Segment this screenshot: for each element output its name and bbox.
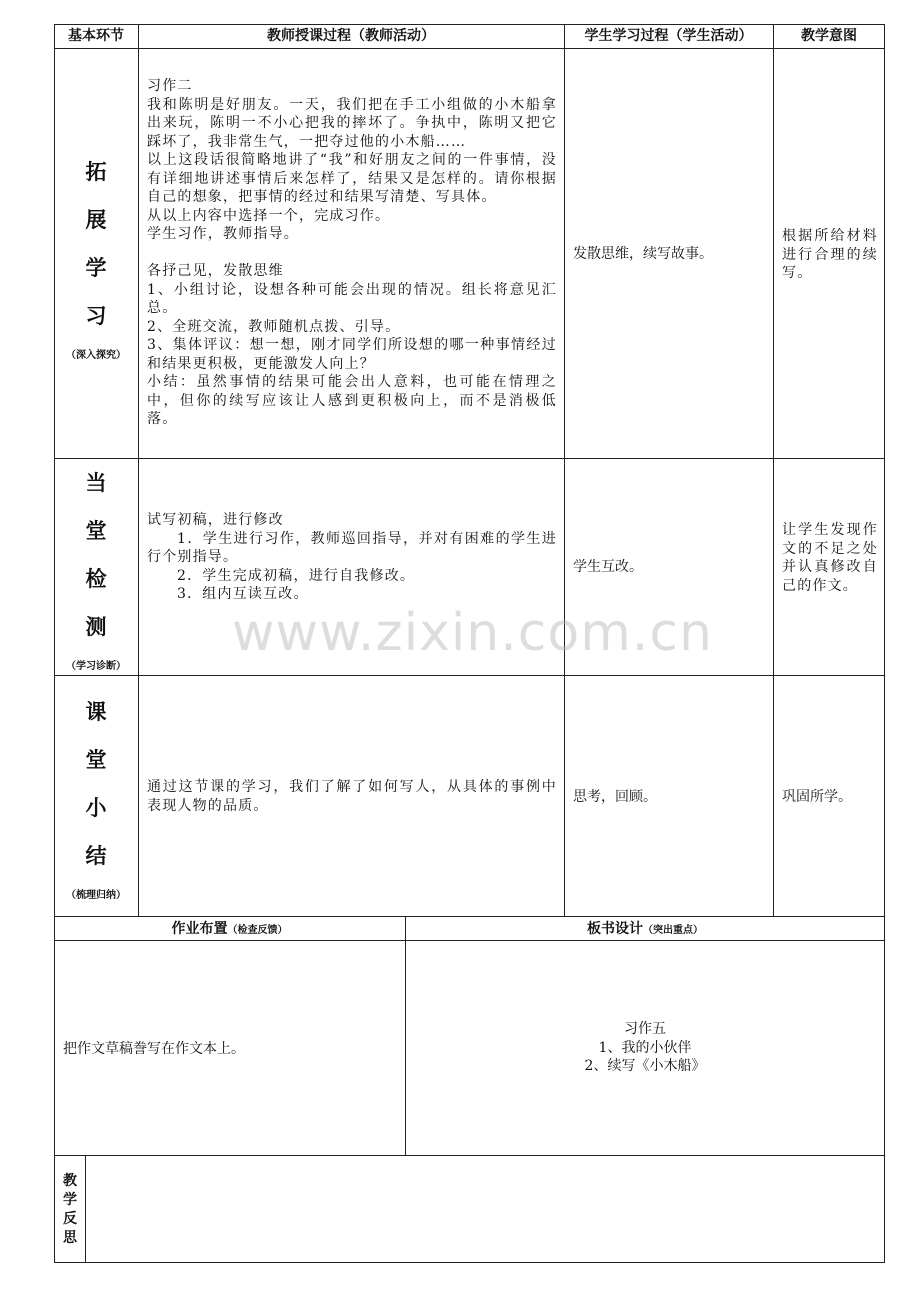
text-line: 从以上内容中选择一个，完成习作。: [147, 207, 391, 224]
homework-content: 把作文草稿誊写在作文本上。: [63, 1041, 245, 1057]
text-line: 各抒己见，发散思维: [147, 263, 284, 279]
reflection-char: 学: [63, 1192, 77, 1208]
watermark-text: www.zixin.com.cn: [232, 603, 713, 663]
rule: [54, 940, 885, 941]
text-line: 习作二: [147, 78, 193, 94]
stage-char: 学: [85, 256, 107, 280]
student-activity-text: 思考，回顾。: [573, 789, 657, 805]
reflection-area[interactable]: [86, 1156, 884, 1262]
header-intent: 教学意图: [801, 28, 857, 44]
header-stage: 基本环节: [68, 28, 124, 44]
stage-label: [54, 688, 138, 901]
stage-note: （梳理归纳）: [66, 890, 126, 901]
reflection-char: 教: [63, 1173, 77, 1189]
stage-label: [54, 459, 138, 672]
text-line: 2、全班交流，教师随机点拨、引导。: [147, 318, 401, 335]
intent-text: 根据所给材料进行合理的续写。: [782, 228, 878, 281]
stage-char: 测: [85, 615, 107, 639]
rule: [564, 24, 565, 916]
board-line: 2、续写《小木船》: [584, 1058, 706, 1074]
teacher-activity-text: [147, 511, 557, 604]
header-student-activity: 学生学习过程（学生活动）: [584, 28, 753, 44]
reflection-label: [55, 1172, 85, 1248]
board-line: 习作五: [624, 1021, 666, 1037]
text-line: 2．学生完成初稿，进行自我修改。: [177, 567, 416, 584]
stage-char: 展: [85, 208, 107, 232]
teacher-activity-text: [147, 77, 557, 429]
stage-char: 检: [85, 567, 107, 591]
stage-char: 堂: [85, 519, 107, 543]
stage-char: 课: [85, 700, 107, 724]
stage-char: 堂: [85, 748, 107, 772]
stage-char: 习: [85, 304, 107, 328]
text-line: [147, 244, 557, 263]
rule: [54, 48, 885, 49]
homework-note: （检查反馈）: [227, 925, 288, 936]
text-line: 通过这节课的学习，我们了解了如何写人，从具体的事例中表现人物的品质。: [147, 779, 557, 814]
rule: [138, 24, 139, 916]
student-activity-text: 学生互改。: [573, 559, 643, 575]
header-teacher-activity: 教师授课过程（教师活动）: [267, 28, 435, 44]
stage-note: （学习诊断）: [66, 661, 126, 672]
rule: [54, 675, 885, 676]
text-line: 3、集体评议：想一想，刚才同学们所设想的哪一种事情经过和结果更积极，更能激发人向上？: [147, 337, 557, 372]
text-line: 我和陈明是好朋友。一天，我们把在手工小组做的小木船拿出来玩，陈明一不小心把我的摔坏了。争执中，陈明又把它踩坏了，我非常生气，一把夺过他的小木船……: [147, 96, 557, 150]
stage-label: [54, 148, 138, 361]
board-note: （突出重点）: [643, 925, 703, 936]
text-line: 试写初稿，进行修改: [147, 512, 284, 528]
homework-header: [54, 918, 405, 938]
rule: [54, 916, 885, 917]
text-line: 3．组内互读互改。: [177, 586, 309, 602]
text-line: 学生习作，教师指导。: [147, 226, 299, 242]
intent-text: 让学生发现作文的不足之处并认真修改自己的作文。: [782, 522, 878, 594]
rule: [773, 24, 774, 916]
board-line: 1、我的小伙伴: [598, 1039, 692, 1056]
student-activity-text: 发散思维，续写故事。: [573, 246, 713, 262]
board-header: [405, 918, 885, 938]
text-line: 1．学生进行习作，教师巡回指导，并对有困难的学生进行个别指导。: [147, 530, 557, 565]
board-content: [405, 1020, 885, 1076]
stage-char: 当: [85, 471, 107, 495]
stage-char: 拓: [85, 160, 107, 184]
text-line: 以上这段话很简略地讲了“我”和好朋友之间的一件事情，没有详细地讲述事情后来怎样了，结果又是怎样的。请你根据自己的想象，把事情的经过和结果写清楚、写具体。: [147, 152, 557, 205]
board-title: 板书设计: [587, 921, 643, 937]
reflection-char: 反: [63, 1211, 77, 1227]
intent-text: 巩固所学。: [782, 789, 852, 805]
text-line: 1、小组讨论，设想各种可能会出现的情况。组长将意见汇总。: [147, 281, 557, 316]
reflection-char: 思: [63, 1230, 77, 1246]
stage-char: 小: [85, 796, 107, 820]
homework-title: 作业布置: [171, 921, 228, 937]
rule: [54, 458, 885, 459]
text-line: 小结：虽然事情的结果可能会出人意料，也可能在情理之中，但你的续写应该让人感到更积极向上，而不是消极低落。: [147, 374, 557, 427]
stage-char: 结: [85, 844, 107, 868]
stage-note: （深入探究）: [66, 350, 126, 361]
teacher-activity-text: [147, 778, 557, 815]
